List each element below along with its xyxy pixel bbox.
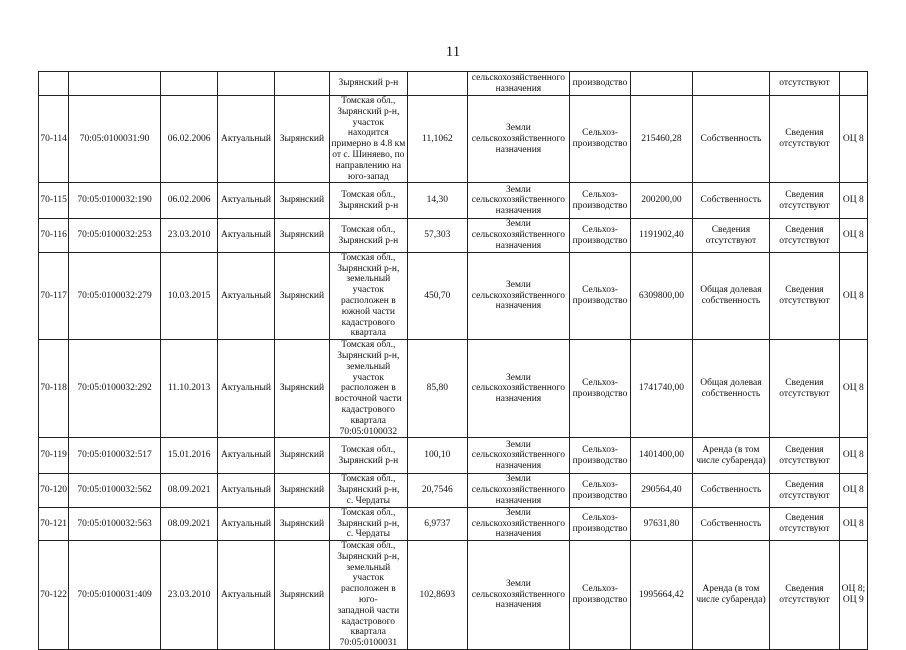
cell-area: 100,10 xyxy=(407,438,467,474)
cell-date: 08.09.2021 xyxy=(160,507,217,540)
cell-category: сельскохозяйственного назначения xyxy=(468,72,570,96)
cell-status: Актуальный xyxy=(218,340,274,438)
cell-area: 450,70 xyxy=(407,252,467,339)
cell-value: 215460,28 xyxy=(631,96,692,183)
cell-location: Томская обл., Зырянский р-н, земельный участок расположен в южной части кадастрового квартала xyxy=(330,252,408,339)
cell-status: Актуальный xyxy=(218,252,274,339)
page-number: 11 xyxy=(445,44,461,60)
cell-status: Актуальный xyxy=(218,183,274,219)
cell-right: Сведения отсутствуют xyxy=(692,219,770,252)
cell-value xyxy=(631,72,692,96)
cell-value: 1191902,40 xyxy=(631,219,692,252)
table-row xyxy=(39,96,868,183)
cell-region xyxy=(39,72,69,96)
cell-location: Зырянский р-н xyxy=(330,72,408,96)
cell-region: 70-121 xyxy=(39,507,69,540)
cell-location: Томская обл., Зырянский р-н xyxy=(330,183,408,219)
cell-location: Томская обл., Зырянский р-н, участок находится примерно в 4.8 км от с. Шиняево, по направлению на юго-запад xyxy=(331,96,406,182)
cell-region: 70-117 xyxy=(39,252,69,339)
table-row-continuation xyxy=(39,72,868,96)
cell-cadastral-number: 70:05:0100032:253 xyxy=(69,219,161,252)
cell-location: Томская обл., Зырянский р-н, с. Чердаты xyxy=(330,507,408,540)
cell-value: 1995664,42 xyxy=(631,541,692,650)
cell-use: производство xyxy=(569,72,630,96)
cell-cadastral-number xyxy=(69,72,161,96)
cell-code: ОЦ 8 xyxy=(839,507,867,540)
cell-code: ОЦ 8; ОЦ 9 xyxy=(839,541,867,650)
cell-category: Земли сельскохозяйственного назначения xyxy=(468,438,570,474)
cell-code: ОЦ 8 xyxy=(839,219,867,252)
cell-region: 70-118 xyxy=(39,340,69,438)
cell-area: 85,80 xyxy=(407,340,467,438)
table-row xyxy=(39,252,868,339)
table-row xyxy=(39,340,868,438)
cell-district: Зырянский xyxy=(274,541,329,650)
cell-right: Собственность xyxy=(692,183,770,219)
cell-cadastral-number: 70:05:0100031:90 xyxy=(69,96,161,183)
cell-district: Зырянский xyxy=(274,474,329,507)
cell-district xyxy=(274,72,329,96)
cell-code: ОЦ 8 xyxy=(839,340,867,438)
cell-region: 70-116 xyxy=(39,219,69,252)
cell-encumbrance: Сведения отсутствуют xyxy=(770,541,840,650)
cell-right: Общая долевая собственность xyxy=(692,340,770,438)
cell-area: 14,30 xyxy=(407,183,467,219)
cell-status: Актуальный xyxy=(218,219,274,252)
cell-date: 23.03.2010 xyxy=(160,541,217,650)
cell-encumbrance: отсутствуют xyxy=(770,72,840,96)
cell-district: Зырянский xyxy=(274,183,329,219)
cell-code: ОЦ 8 xyxy=(839,474,867,507)
cell-area xyxy=(407,72,467,96)
cell-cadastral-number: 70:05:0100032:563 xyxy=(69,507,161,540)
cell-category: Земли сельскохозяйственного назначения xyxy=(468,507,570,540)
cell-value: 6309800,00 xyxy=(631,252,692,339)
cell-status: Актуальный xyxy=(218,96,274,183)
cell-use: Сельхоз- производство xyxy=(569,96,630,183)
cell-category: Земли сельскохозяйственного назначения xyxy=(468,340,570,438)
cell-value: 1741740,00 xyxy=(631,340,692,438)
cell-right: Собственность xyxy=(692,507,770,540)
cell-cadastral-number: 70:05:0100032:292 xyxy=(69,340,161,438)
cell-use: Сельхоз- производство xyxy=(569,438,630,474)
cell-date xyxy=(160,72,217,96)
cell-encumbrance: Сведения отсутствуют xyxy=(770,507,840,540)
cell-status: Актуальный xyxy=(218,474,274,507)
cell-code: ОЦ 8 xyxy=(839,252,867,339)
cell-region: 70-115 xyxy=(39,183,69,219)
cell-location: Томская обл., Зырянский р-н xyxy=(330,219,408,252)
cell-use: Сельхоз- производство xyxy=(569,183,630,219)
cell-category: Земли сельскохозяйственного назначения xyxy=(468,252,570,339)
cell-area: 6,9737 xyxy=(407,507,467,540)
cell-cadastral-number: 70:05:0100032:562 xyxy=(69,474,161,507)
cell-use: Сельхоз- производство xyxy=(569,252,630,339)
cell-right: Собственность xyxy=(692,96,770,183)
cell-location: Томская обл., Зырянский р-н, с. Чердаты xyxy=(330,474,408,507)
cell-date: 06.02.2006 xyxy=(160,183,217,219)
cell-category: Земли сельскохозяйственного назначения xyxy=(468,541,570,650)
cell-region: 70-122 xyxy=(39,541,69,650)
cell-area: 20,7546 xyxy=(407,474,467,507)
cell-category: Земли сельскохозяйственного назначения xyxy=(468,474,570,507)
cell-use: Сельхоз- производство xyxy=(569,541,630,650)
cell-code: ОЦ 8 xyxy=(839,96,867,183)
cell-cadastral-number: 70:05:0100032:279 xyxy=(69,252,161,339)
table-body xyxy=(39,72,868,650)
cell-cadastral-number: 70:05:0100032:190 xyxy=(69,183,161,219)
table-row xyxy=(39,541,868,650)
cell-location: Томская обл., Зырянский р-н, земельный участок расположен в восточной части кадастрового квартала 70:05:0100032 xyxy=(330,340,408,438)
table-row xyxy=(39,183,868,219)
table-row xyxy=(39,438,868,474)
cell-area: 102,8693 xyxy=(407,541,467,650)
cell-code: ОЦ 8 xyxy=(839,183,867,219)
cell-district: Зырянский xyxy=(274,438,329,474)
cell-value: 1401400,00 xyxy=(631,438,692,474)
cell-location: Томская обл., Зырянский р-н xyxy=(330,438,408,474)
cell-date: 08.09.2021 xyxy=(160,474,217,507)
cell-right: Аренда (в том числе субаренда) xyxy=(692,438,770,474)
cell-area: 57,303 xyxy=(407,219,467,252)
cell-status xyxy=(218,72,274,96)
cell-district: Зырянский xyxy=(274,507,329,540)
cell-right: Собственность xyxy=(692,474,770,507)
cell-cadastral-number: 70:05:0100031:409 xyxy=(69,541,161,650)
cell-code: ОЦ 8 xyxy=(839,438,867,474)
cell-status: Актуальный xyxy=(218,438,274,474)
cell-encumbrance: Сведения отсутствуют xyxy=(770,252,840,339)
cell-encumbrance: Сведения отсутствуют xyxy=(770,438,840,474)
cell-district: Зырянский xyxy=(274,96,329,183)
cell-value: 97631,80 xyxy=(631,507,692,540)
cell-district: Зырянский xyxy=(274,252,329,339)
cell-date: 15.01.2016 xyxy=(160,438,217,474)
cell-region: 70-114 xyxy=(39,96,69,183)
cell-district: Зырянский xyxy=(274,340,329,438)
cell-encumbrance: Сведения отсутствуют xyxy=(770,474,840,507)
table-row xyxy=(39,219,868,252)
cell-date: 23.03.2010 xyxy=(160,219,217,252)
cell-encumbrance: Сведения отсутствуют xyxy=(770,183,840,219)
cell-encumbrance: Сведения отсутствуют xyxy=(770,96,840,183)
cell-right xyxy=(692,72,770,96)
table-row xyxy=(39,507,868,540)
cell-category: Земли сельскохозяйственного назначения xyxy=(468,219,570,252)
land-registry-table xyxy=(38,71,868,650)
cell-use: Сельхоз- производство xyxy=(569,340,630,438)
cell-value: 290564,40 xyxy=(631,474,692,507)
cell-status: Актуальный xyxy=(218,541,274,650)
cell-date: 11.10.2013 xyxy=(160,340,217,438)
cell-date: 06.02.2006 xyxy=(160,96,217,183)
cell-region: 70-120 xyxy=(39,474,69,507)
cell-right: Аренда (в том числе субаренда) xyxy=(692,541,770,650)
cell-region: 70-119 xyxy=(39,438,69,474)
cell-date: 10.03.2015 xyxy=(160,252,217,339)
cell-encumbrance: Сведения отсутствуют xyxy=(770,340,840,438)
table-row xyxy=(39,474,868,507)
cell-area: 11,1062 xyxy=(407,96,467,183)
cell-encumbrance: Сведения отсутствуют xyxy=(770,219,840,252)
cell-location: Томская обл., Зырянский р-н, земельный участок расположен в юго- западной части кадастрового квартала 70:05:0100031 xyxy=(330,541,408,650)
cell-district: Зырянский xyxy=(274,219,329,252)
cell-status: Актуальный xyxy=(218,507,274,540)
cell-category: Земли сельскохозяйственного назначения xyxy=(468,183,570,219)
cell-code xyxy=(839,72,867,96)
cell-value: 200200,00 xyxy=(631,183,692,219)
cell-cadastral-number: 70:05:0100032:517 xyxy=(69,438,161,474)
cell-use: Сельхоз- производство xyxy=(569,507,630,540)
cell-use: Сельхоз- производство xyxy=(569,219,630,252)
cell-right: Общая долевая собственность xyxy=(692,252,770,339)
cell-category: Земли сельскохозяйственного назначения xyxy=(468,96,570,183)
cell-use: Сельхоз- производство xyxy=(569,474,630,507)
